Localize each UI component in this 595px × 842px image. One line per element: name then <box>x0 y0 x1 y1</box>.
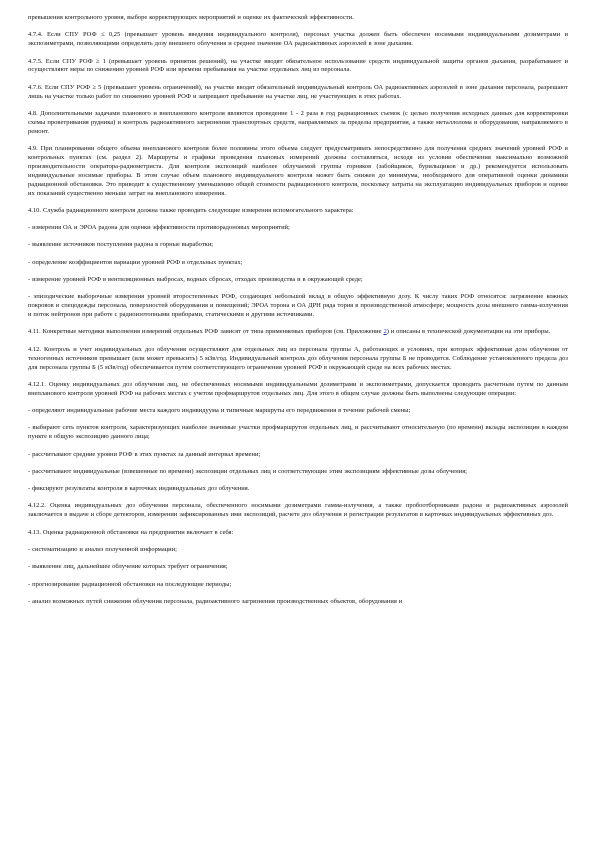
paragraph: 4.7.4. Если СПУ РОФ ≤ 0,25 (превышает уровень введения индивидуального контроля), персонал участка должен быть обеспечен носимыми индивидуальными дозиметрами и экспозиметрами, позволяющими определить дозу внешнего облучения и среднее значение ОА радиоактивных аэрозолей в зоне дыхания. <box>28 31 568 48</box>
paragraph: - выявление лиц, дальнейшее облучение которых требует ограничения; <box>28 563 228 571</box>
paragraph: - определяют индивидуальные рабочие места каждого индивидуума и типичные маршруты его передвижения в течение рабочей смены; <box>28 407 411 415</box>
paragraph: - рассчитывают индивидуальные (взвешенные по времени) экспозиции отдельных лиц и соответствующие этим экспозициям эффективные дозы облучения; <box>28 467 467 475</box>
paragraph <box>28 328 568 337</box>
paragraph: - систематизацию и анализ полученной информации; <box>28 545 177 553</box>
paragraph: - прогнозирование радиационной обстановки на последующие периоды; <box>28 580 232 588</box>
paragraph-text-continued: ) и описаны в технической документации на эти приборы. <box>386 328 551 336</box>
paragraph: 4.10. Служба радиационного контроля должна также проводить следующие измерения вспомогательного характера: <box>28 206 354 214</box>
paragraph: - анализ возможных путей снижения облучения персонала, радиоактивного загрязнения производственных объектов, оборудования и <box>28 597 403 605</box>
paragraph: - измерение уровней РОФ в вентиляционных выбросах, водных сбросах, отходах производства и в окружающей среде; <box>28 276 363 284</box>
paragraph: 4.12.2. Оценка индивидуальных доз облучения персонала, обеспеченного носимыми дозиметрами гамма-излучения, а также пробоотборниками радона и радиоактивных аэрозолей заключается в выдаче и сборе детекторов, измерении зафиксированных ими экспозиций, расчете доз облучения и регистрации результатов в карточках индивидуальных эффективных доз. <box>28 502 568 519</box>
paragraph: 4.8. Дополнительными задачами планового и внепланового контроля являются проведение 1 - 2 раза в год радиационных съемок (с целью получения исходных данных для корректировки схемы проветривания рудника) и контроль радиоактивного загрязнения транспортных средств, направляемых за пределы предприятия, а также металлолома и оборудования, направляемого в ремонт. <box>28 109 568 135</box>
paragraph: превышения контрольного уровня, выборе корректирующих мероприятий и оценке их фактической эффективности. <box>28 14 354 21</box>
paragraph: - выбирают сеть пунктов контроля, характеризующих наиболее значимые участки профмаршрутов отдельных лиц, и рассчитывают относительную (по времени) вклады экспозиции в каждом пункте в общую экспозицию данного лица; <box>28 424 568 441</box>
paragraph: - определение коэффициентов вариации уровней РОФ в отдельных пунктах; <box>28 258 243 266</box>
paragraph: 4.7.6. Если СПУ РОФ ≥ 5 (превышает уровень ограничений), на участке вводят обязательный индивидуальный контроль ОА радиоактивных аэрозолей в зоне дыхания персонала, разрешают лишь на участке только работ по снижению уровней РОФ и запрещают пребывание на участке лиц, не участвующих в этих работах. <box>28 83 568 100</box>
paragraph: - выявление источников поступления радона в горные выработки; <box>28 241 214 249</box>
paragraph: 4.9. При планировании общего объема внепланового контроля более половины этого объема следует предусматривать непосредственно для получения средних значений уровней РОФ в контрольных пунктах (см. раздел 2). Маршруты и графики проведения плановых измерений должны составляться, исходя из условия обеспечения максимально возможной производительности оператора-радиометриста. Для контроля экспозиций наиболее облучаемой группы горняков (забойщиков, бурильщиков и др.) рекомендуется использовать индивидуальные носимые приборы. В этом случае объем планового индивидуального контроля может быть снижен до минимума, необходимого для оперативной оценки динамики радиационной обстановки. Это приводит к существенному уменьшению общей стоимости радиационного контроля, поскольку затраты на эксплуатацию индивидуальных приборов и оценке их показаний существенно меньше затрат на внепланового измерения. <box>28 145 568 197</box>
paragraph: - фиксируют результаты контроля в карточках индивидуальных доз облучения. <box>28 485 250 493</box>
paragraph: 4.7.5. Если СПУ РОФ ≥ 1 (превышает уровень принятия решений), на участке вводят обязательное использование средств индивидуальной защиты органов дыхания, разрабатывают и осуществляют меры по снижению уровней РОФ или времени пребывания на участке отдельных лиц из персонала. <box>28 57 568 74</box>
paragraph: 4.12.1. Оценку индивидуальных доз облучения лиц, не обеспеченных носимыми индивидуальными дозиметрами и экспозиметрами, допускается проводить расчетным путем по данным внепланового контроля уровней РОФ на рабочих местах с учетом профмаршрутов отдельных лиц. Для этого в общем случае должны быть выполнены следующие операции: <box>28 380 568 397</box>
appendix-link[interactable]: 2 <box>383 328 387 336</box>
paragraph: 4.12. Контроль и учет индивидуальных доз облучения осуществляют для отдельных лиц из персонала группы А, работающих в условиях, при которых эффективная доза облучения от техногенных источников превышает (или может превысить) 5 мЗв/год. Индивидуальный контроль доз облучения персонала группы Б не проводится. Соблюдение установленного предела доз для персонала группы Б (5 мЗв/год) обеспечивается путем соответствующего ограничения уровней РОФ в окружающей среде на всех рабочих местах. <box>28 345 568 371</box>
paragraph-text: 4.11. Конкретные методики выполнения измерений отдельных РОФ зависят от типа применяемых приборов (см. Приложение <box>28 328 384 336</box>
paragraph: - эпизодические выборочные измерения уровней второстепенных РОФ, создающих небольшой вклад в общую эффективную дозу. К числу таких РОФ относятся: загрязнение кожных покровов и спецодежды персонала, поверхностей оборудования и помещений; ЭРОА торона и ОА ДРН ряда тория в производственной атмосфере; мощность дозы внешнего гамма-излучения и поток нейтронов при работе с радиоизотопными приборами, статическими и другими источниками. <box>28 293 568 319</box>
paragraph: 4.13. Оценка радиационной обстановки на предприятии включает в себя: <box>28 528 234 536</box>
paragraph: - измерения ОА и ЭРОА радона для оценки эффективности противорадоновых мероприятий; <box>28 224 290 232</box>
paragraph: - рассчитывают средние уровни РОФ в этих пунктах за данный интервал времени; <box>28 450 261 458</box>
